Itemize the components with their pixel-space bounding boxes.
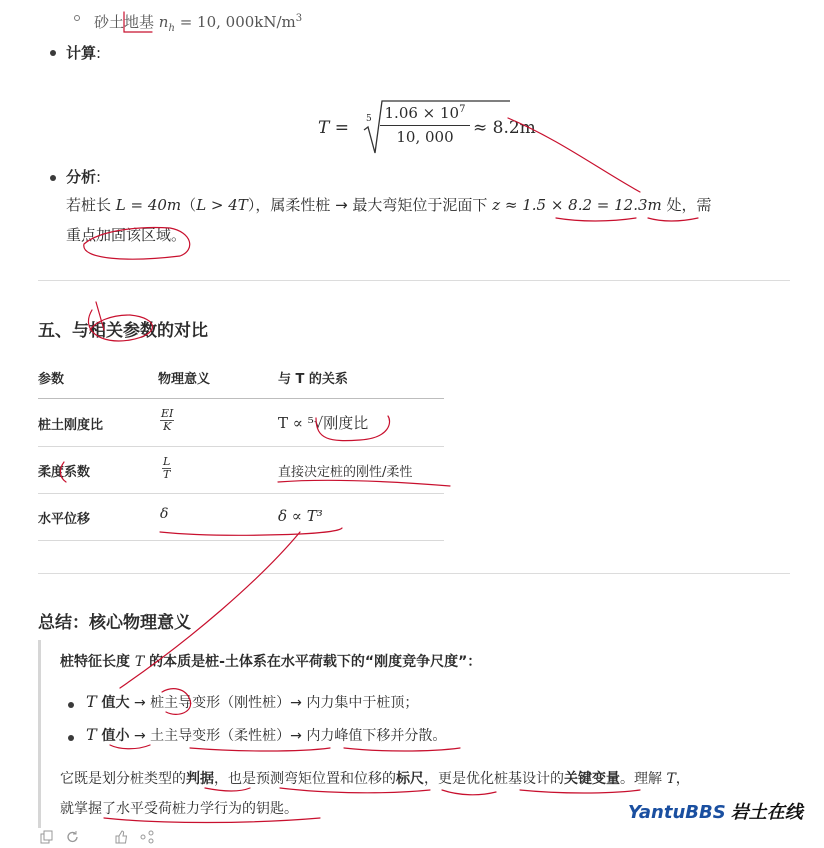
table-rule [38,398,444,399]
table-rule [38,540,444,541]
refresh-icon[interactable] [66,830,82,844]
sand-item: 砂土地基 $n_h = 10$, $000kN/m^3$ [94,13,303,34]
summary-bullet-2: T 值小 → 土主导变形（柔性桩）→ 内力峰值下移并分散。 [86,725,447,744]
table-cell: T ∝ ⁵√刚度比 [278,414,369,432]
table-cell: δ ∝ T³ [278,507,323,525]
bullet [50,50,56,56]
nh-formula: $n_h = 10$, $000kN/m^3$ [158,13,303,34]
section-title: 五、与相关参数的对比 [38,321,208,341]
ink-mark [278,480,450,486]
summary-paragraph-1: 它既是划分桩类型的判据，也是预测弯矩位置和位移的标尺，更是优化桩基设计的关键变量。理解 T， [60,771,690,787]
divider [38,280,790,281]
table-cell: $\frac{EI}{K}$ [161,407,174,433]
ink-mark [160,528,342,535]
table-header-param: 参数 [38,372,65,387]
formula-lhs: T = [318,118,349,138]
thumbs-up-icon[interactable] [114,830,130,844]
ink-mark [344,748,460,751]
table-cell: 柔度系数 [38,465,91,480]
sub-bullet [74,15,80,21]
table-cell: δ [160,506,169,522]
table-header-relation: 与 T 的关系 [278,372,348,387]
ink-mark [648,218,698,221]
table-cell: $\frac{L}{T}$ [163,455,171,481]
root-index: 5 [366,114,372,124]
ink-mark [280,788,430,793]
ink-mark [104,818,320,823]
table-rule [38,446,444,447]
formula-numerator: $1.06 \times 10^7$ [380,104,470,126]
analysis-line-2: 重点加固该区域。 [66,226,187,244]
summary-paragraph-2: 就掌握了水平受荷桩力学行为的钥匙。 [60,801,298,817]
share-icon[interactable] [140,830,156,844]
ink-mark [556,218,636,221]
calc-heading: 计算: [66,44,102,62]
formula-rhs: ≈ 8.2m [473,118,536,138]
divider [38,573,790,574]
table-header-meaning: 物理意义 [158,372,211,387]
table-cell: 水平位移 [38,512,91,527]
calc-formula [318,98,548,158]
analysis-line-1: 若桩长 L = 40m（L > 4T），属柔性桩 → 最大弯矩位于泥面下 z ≈ 1.5 × 8.2 = 12.3m 处，需 [66,196,712,214]
summary-title: 总结：核心物理意义 [38,613,191,633]
watermark-logo: YantuBBS 岩土在线 [628,802,803,823]
bullet [68,702,74,708]
formula-denominator: 10, 000 [396,128,454,146]
summary-bullet-1: T 值大 → 桩主导变形（刚性桩）→ 内力集中于桩顶； [86,692,419,711]
summary-intro: 桩特征长度 T 的本质是桩-土体系在水平荷载下的“刚度竞争尺度”： [60,654,482,670]
table-cell: 桩土刚度比 [38,418,104,433]
ink-mark [110,745,150,749]
ink-mark [520,790,640,793]
copy-icon[interactable] [40,830,56,844]
table-rule [38,493,444,494]
ink-mark [190,748,330,751]
analysis-heading: 分析: [66,168,102,186]
bullet [50,175,56,181]
blockquote-bar [38,640,41,828]
ink-mark [205,788,250,791]
table-cell: 直接决定桩的刚性/柔性 [278,465,413,480]
bullet [68,735,74,741]
ink-mark [442,790,496,795]
